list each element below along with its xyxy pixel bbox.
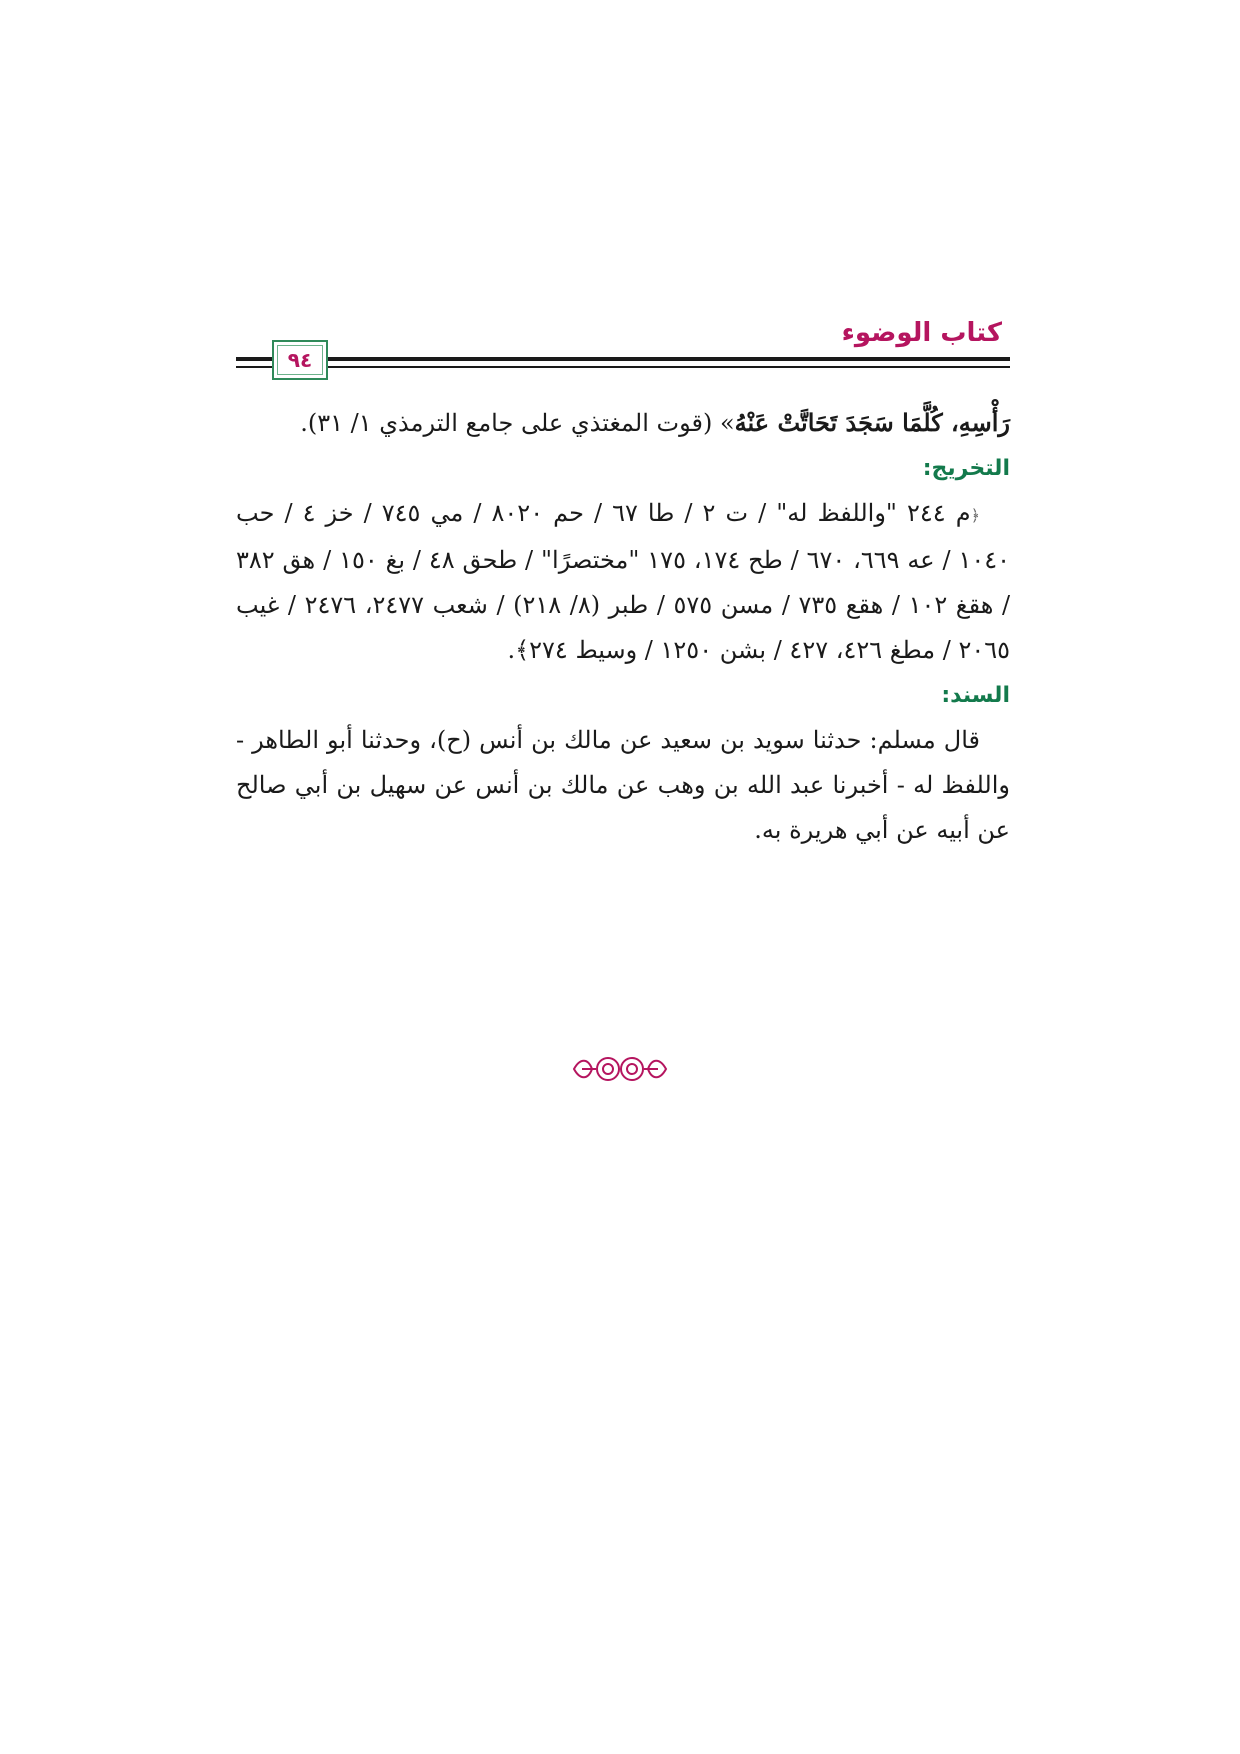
sanad-paragraph: قال مسلم: حدثنا سويد بن سعيد عن مالك بن أنس (ح)، وحدثنا أبو الطاهر - واللفظ له - أخبرنا عبد الله بن وهب عن مالك بن أنس عن سهيل بن أبي صالح عن أبيه عن أبي هريرة به. [236,726,1010,844]
page-number: ٩٤ [287,348,313,372]
heading-sanad: السند: [941,683,1010,708]
takhrij-paragraph [236,491,1010,673]
takhrij-text: م ٢٤٤ "واللفظ له" / ت ٢ / طا ٦٧ / حم ٨٠٢٠ / مي ٧٤٥ / خز ٤ / حب ١٠٤٠ / عه ٦٦٩، ٦٧٠ / طح ١٧٤، ١٧٥ "مختصرًا" / طحق ٤٨ / بغ ١٥٠ / هق ٣٨٢ / هقغ ١٠٢ / هقع ٧٣٥ / مسن ٥٧٥ / طبر (٨/ ٢١٨) / شعب ٢٤٧٧، ٢٤٧٦ / غيب ٢٠٦٥ / مطغ ٤٢٦، ٤٢٧ / بشن ١٢٥٠ / وسيط ٢٧٤ [236,499,1011,664]
quote-source: » (قوت المغتذي على جامع الترمذي ١/ ٣١). [300,409,735,437]
header-rule-thick [236,357,1010,361]
heading-takhrij: التخريج: [922,456,1010,481]
takhrij-close: ﴾. [507,636,530,664]
bracket-open-icon: ﴿ [970,506,980,525]
header-rule-thin [236,366,1010,368]
book-title: كتاب الوضوء [841,318,1002,348]
floral-ornament-icon [570,1052,670,1086]
page-number-badge [272,340,328,380]
quote-ending [236,400,1010,446]
page-content [236,400,1010,853]
quote-emphasis: رَأْسِهِ، كُلَّمَا سَجَدَ تَحَاتَّتْ عَنْهُ [734,408,1010,437]
page-header [236,318,1010,388]
